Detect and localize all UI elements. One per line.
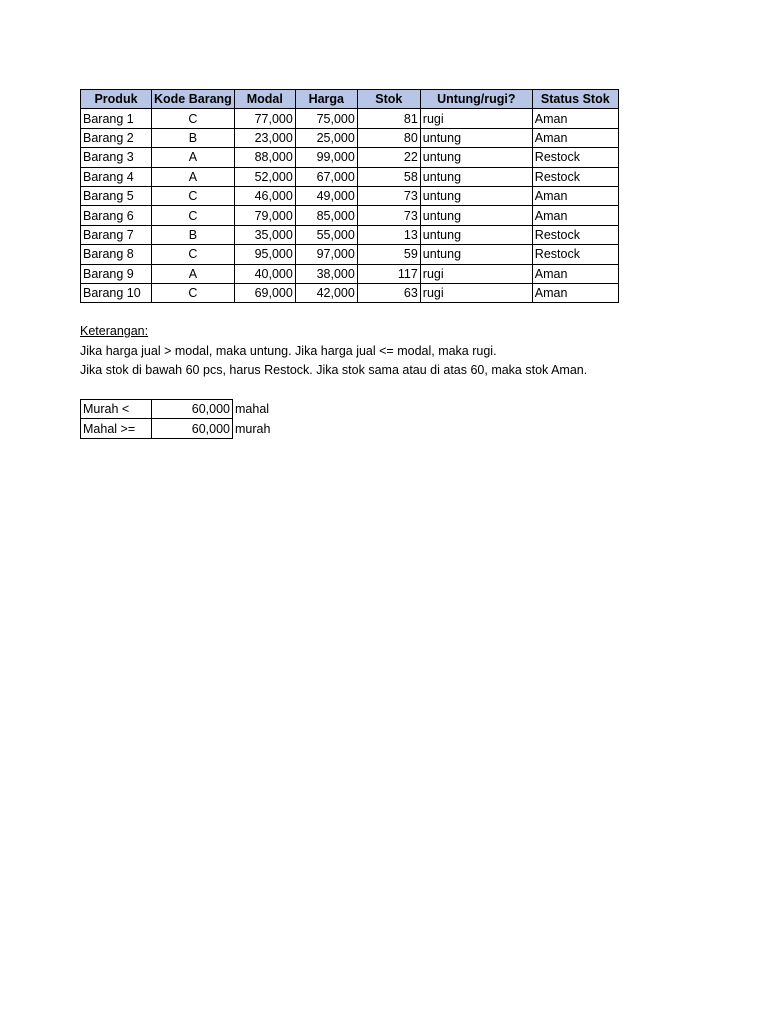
threshold-label[interactable]: Murah < xyxy=(81,400,152,419)
cell-stok[interactable]: 58 xyxy=(357,167,420,186)
table-row xyxy=(81,109,619,128)
table-body xyxy=(81,109,619,303)
cell-modal[interactable]: 69,000 xyxy=(234,283,295,302)
cell-modal[interactable]: 95,000 xyxy=(234,245,295,264)
cell-kode-barang[interactable]: B xyxy=(152,225,235,244)
cell-harga[interactable]: 75,000 xyxy=(295,109,357,128)
cell-untung-rugi[interactable]: rugi xyxy=(420,264,532,283)
cell-untung-rugi[interactable]: untung xyxy=(420,186,532,205)
cell-status-stok[interactable]: Aman xyxy=(532,109,618,128)
cell-modal[interactable]: 77,000 xyxy=(234,109,295,128)
cell-harga[interactable]: 38,000 xyxy=(295,264,357,283)
threshold-note[interactable]: mahal xyxy=(235,402,270,417)
cell-status-stok[interactable]: Aman xyxy=(532,206,618,225)
header-kode-barang[interactable]: Kode Barang xyxy=(152,90,235,109)
table-row xyxy=(81,245,619,264)
cell-kode-barang[interactable]: C xyxy=(152,283,235,302)
cell-modal[interactable]: 23,000 xyxy=(234,128,295,147)
threshold-value[interactable]: 60,000 xyxy=(152,400,233,419)
cell-kode-barang[interactable]: A xyxy=(152,264,235,283)
cell-harga[interactable]: 67,000 xyxy=(295,167,357,186)
cell-harga[interactable]: 49,000 xyxy=(295,186,357,205)
cell-stok[interactable]: 59 xyxy=(357,245,420,264)
header-harga[interactable]: Harga xyxy=(295,90,357,109)
cell-untung-rugi[interactable]: rugi xyxy=(420,283,532,302)
header-modal[interactable]: Modal xyxy=(234,90,295,109)
threshold-row xyxy=(81,400,293,419)
threshold-value[interactable]: 60,000 xyxy=(152,419,233,438)
cell-harga[interactable]: 25,000 xyxy=(295,128,357,147)
inventory-table xyxy=(80,89,619,303)
cell-produk[interactable]: Barang 6 xyxy=(81,206,152,225)
cell-modal[interactable]: 40,000 xyxy=(234,264,295,283)
cell-modal[interactable]: 46,000 xyxy=(234,186,295,205)
cell-stok[interactable]: 81 xyxy=(357,109,420,128)
cell-produk[interactable]: Barang 10 xyxy=(81,283,152,302)
cell-produk[interactable]: Barang 9 xyxy=(81,264,152,283)
header-status-stok[interactable]: Status Stok xyxy=(532,90,618,109)
cell-kode-barang[interactable]: C xyxy=(152,245,235,264)
cell-status-stok[interactable]: Aman xyxy=(532,264,618,283)
cell-stok[interactable]: 80 xyxy=(357,128,420,147)
header-stok[interactable]: Stok xyxy=(357,90,420,109)
cell-status-stok[interactable]: Restock xyxy=(532,225,618,244)
table-row xyxy=(81,186,619,205)
cell-untung-rugi[interactable]: untung xyxy=(420,245,532,264)
cell-produk[interactable]: Barang 4 xyxy=(81,167,152,186)
cell-produk[interactable]: Barang 7 xyxy=(81,225,152,244)
cell-harga[interactable]: 99,000 xyxy=(295,148,357,167)
cell-modal[interactable]: 79,000 xyxy=(234,206,295,225)
header-untung-rugi[interactable]: Untung/rugi? xyxy=(420,90,532,109)
cell-status-stok[interactable]: Restock xyxy=(532,148,618,167)
table-row xyxy=(81,225,619,244)
cell-stok[interactable]: 73 xyxy=(357,186,420,205)
cell-untung-rugi[interactable]: untung xyxy=(420,206,532,225)
cell-untung-rugi[interactable]: untung xyxy=(420,167,532,186)
table-row xyxy=(81,148,619,167)
cell-status-stok[interactable]: Aman xyxy=(532,186,618,205)
table-row xyxy=(81,283,619,302)
cell-stok[interactable]: 13 xyxy=(357,225,420,244)
cell-harga[interactable]: 85,000 xyxy=(295,206,357,225)
header-produk[interactable]: Produk xyxy=(81,90,152,109)
notes-line-stock: Jika stok di bawah 60 pcs, harus Restock. Jika stok sama atau di atas 60, maka stok Aman. xyxy=(80,363,588,377)
cell-untung-rugi[interactable]: untung xyxy=(420,148,532,167)
notes-line-profit: Jika harga jual > modal, maka untung. Jika harga jual <= modal, maka rugi. xyxy=(80,343,497,358)
cell-untung-rugi[interactable]: untung xyxy=(420,225,532,244)
cell-stok[interactable]: 22 xyxy=(357,148,420,167)
notes-heading: Keterangan: xyxy=(80,324,149,338)
table-row xyxy=(81,128,619,147)
table-row xyxy=(81,264,619,283)
cell-kode-barang[interactable]: B xyxy=(152,128,235,147)
cell-untung-rugi[interactable]: rugi xyxy=(420,109,532,128)
threshold-note[interactable]: murah xyxy=(235,421,271,436)
cell-produk[interactable]: Barang 1 xyxy=(81,109,152,128)
cell-produk[interactable]: Barang 2 xyxy=(81,128,152,147)
cell-modal[interactable]: 88,000 xyxy=(234,148,295,167)
cell-status-stok[interactable]: Aman xyxy=(532,128,618,147)
cell-produk[interactable]: Barang 5 xyxy=(81,186,152,205)
cell-kode-barang[interactable]: C xyxy=(152,186,235,205)
cell-produk[interactable]: Barang 3 xyxy=(81,148,152,167)
cell-stok[interactable]: 117 xyxy=(357,264,420,283)
threshold-label[interactable]: Mahal >= xyxy=(81,419,152,438)
cell-modal[interactable]: 35,000 xyxy=(234,225,295,244)
cell-stok[interactable]: 63 xyxy=(357,283,420,302)
cell-harga[interactable]: 42,000 xyxy=(295,283,357,302)
notes-section xyxy=(80,322,587,381)
cell-status-stok[interactable]: Restock xyxy=(532,245,618,264)
cell-harga[interactable]: 97,000 xyxy=(295,245,357,264)
threshold-row xyxy=(81,419,293,438)
threshold-table xyxy=(80,399,293,439)
cell-produk[interactable]: Barang 8 xyxy=(81,245,152,264)
cell-kode-barang[interactable]: A xyxy=(152,167,235,186)
table-row xyxy=(81,206,619,225)
cell-modal[interactable]: 52,000 xyxy=(234,167,295,186)
cell-untung-rugi[interactable]: untung xyxy=(420,128,532,147)
table-header-row xyxy=(81,90,619,109)
cell-status-stok[interactable]: Aman xyxy=(532,283,618,302)
cell-stok[interactable]: 73 xyxy=(357,206,420,225)
cell-kode-barang[interactable]: A xyxy=(152,148,235,167)
table-row xyxy=(81,167,619,186)
cell-kode-barang[interactable]: C xyxy=(152,206,235,225)
cell-kode-barang[interactable]: C xyxy=(152,109,235,128)
cell-status-stok[interactable]: Restock xyxy=(532,167,618,186)
cell-harga[interactable]: 55,000 xyxy=(295,225,357,244)
